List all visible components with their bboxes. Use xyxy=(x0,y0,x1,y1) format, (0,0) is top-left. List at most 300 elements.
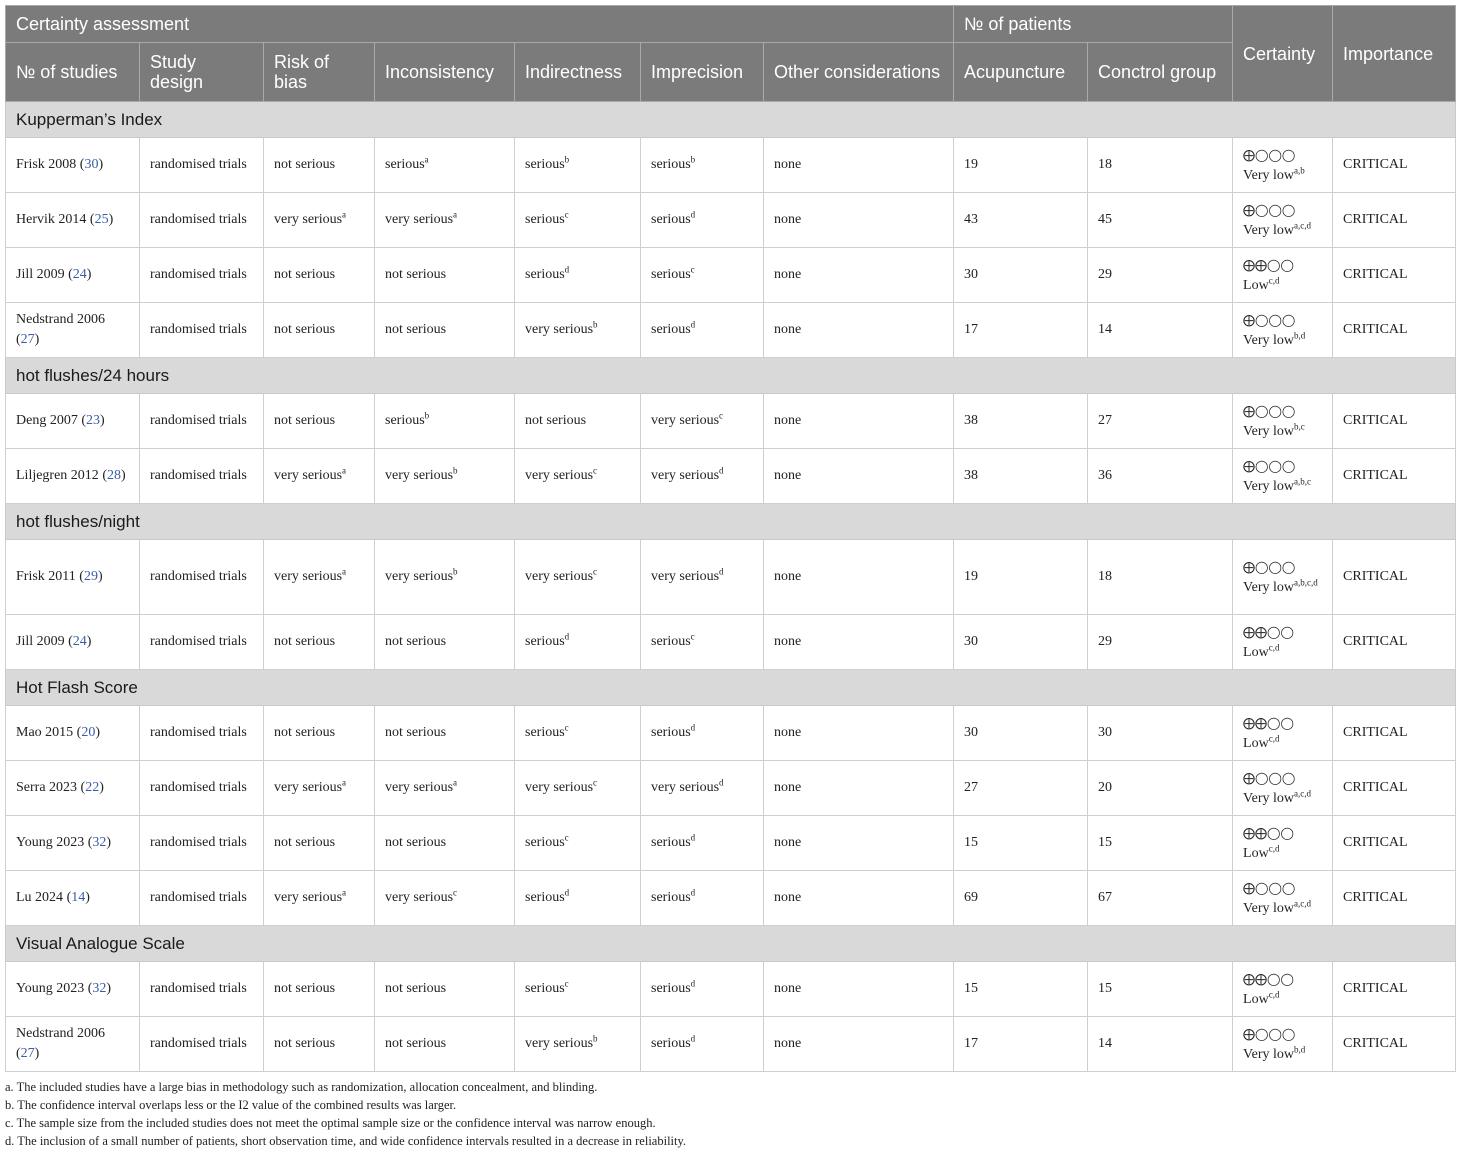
acupuncture-count: 43 xyxy=(954,193,1088,248)
inconsistency-cell-footnote-ref: a xyxy=(424,154,429,165)
inconsistency-cell xyxy=(375,303,515,358)
risk-of-bias-cell xyxy=(264,761,375,816)
inconsistency-cell-footnote-ref: a xyxy=(453,777,458,788)
study-name: Liljegren 2012 xyxy=(16,468,99,483)
risk-of-bias-cell xyxy=(264,303,375,358)
study-name: Hervik 2014 xyxy=(16,212,87,227)
study-design-cell: randomised trials xyxy=(140,138,264,193)
control-count: 14 xyxy=(1088,303,1233,358)
indirectness-cell-footnote-ref: b xyxy=(593,1033,598,1044)
certainty-rating: Very low xyxy=(1243,900,1294,916)
table-row xyxy=(6,540,1456,615)
importance-cell: CRITICAL xyxy=(1333,871,1456,926)
reference-link[interactable]: 20 xyxy=(81,725,96,740)
imprecision-cell-text: very serious xyxy=(651,569,720,584)
importance-cell: CRITICAL xyxy=(1333,303,1456,358)
header-risk-of-bias: Risk of bias xyxy=(264,43,375,102)
certainty-symbol-icon: ⨁◯◯◯ xyxy=(1243,147,1296,162)
certainty-symbol-icon: ⨁◯◯◯ xyxy=(1243,312,1296,327)
certainty-footnote-ref: a,c,d xyxy=(1293,787,1311,798)
study-name: Serra 2023 xyxy=(16,780,78,795)
study-cell: Liljegren 2012 (28) xyxy=(6,449,140,504)
study-design-cell: randomised trials xyxy=(140,394,264,449)
imprecision-cell xyxy=(641,871,764,926)
inconsistency-cell-footnote-ref: b xyxy=(424,410,430,421)
inconsistency-cell-text: very serious xyxy=(385,212,454,227)
table-header xyxy=(6,6,1456,102)
certainty-footnote-ref: c,d xyxy=(1268,641,1280,652)
certainty-rating: Very low xyxy=(1243,423,1294,439)
section-header-row xyxy=(6,358,1456,394)
inconsistency-cell-text: serious xyxy=(385,413,425,428)
table-row xyxy=(6,871,1456,926)
certainty-rating: Low xyxy=(1243,277,1269,293)
risk-of-bias-cell-text: very serious xyxy=(274,890,343,905)
imprecision-cell-footnote-ref: d xyxy=(690,722,696,733)
inconsistency-cell-text: not serious xyxy=(385,634,447,649)
imprecision-cell-footnote-ref: d xyxy=(719,566,724,577)
certainty-symbol-icon: ⨁⨁◯◯ xyxy=(1243,825,1294,840)
reference-link[interactable]: 22 xyxy=(85,780,100,795)
risk-of-bias-cell xyxy=(264,540,375,615)
acupuncture-count: 30 xyxy=(954,248,1088,303)
imprecision-cell-text: serious xyxy=(651,212,691,227)
indirectness-cell xyxy=(515,394,641,449)
indirectness-cell-footnote-ref: d xyxy=(564,887,570,898)
table-row xyxy=(6,1017,1456,1072)
control-count: 20 xyxy=(1088,761,1233,816)
study-name: Lu 2024 xyxy=(16,890,64,905)
imprecision-cell-text: very serious xyxy=(651,468,720,483)
table-row xyxy=(6,962,1456,1017)
risk-of-bias-cell-footnote-ref: a xyxy=(342,887,347,898)
risk-of-bias-cell-text: very serious xyxy=(274,780,343,795)
importance-cell: CRITICAL xyxy=(1333,962,1456,1017)
table-row xyxy=(6,816,1456,871)
indirectness-cell-footnote-ref: b xyxy=(593,319,598,330)
imprecision-cell xyxy=(641,540,764,615)
imprecision-cell xyxy=(641,706,764,761)
certainty-rating: Very low xyxy=(1243,579,1294,595)
risk-of-bias-cell xyxy=(264,962,375,1017)
other-considerations-cell: none xyxy=(764,193,954,248)
importance-cell: CRITICAL xyxy=(1333,706,1456,761)
header-other-considerations: Other considerations xyxy=(764,43,954,102)
study-name: Frisk 2011 xyxy=(16,569,76,584)
inconsistency-cell xyxy=(375,394,515,449)
imprecision-cell-footnote-ref: c xyxy=(690,264,695,275)
certainty-symbol-icon: ⨁◯◯◯ xyxy=(1243,559,1296,574)
header-inconsistency: Inconsistency xyxy=(375,43,515,102)
indirectness-cell xyxy=(515,540,641,615)
risk-of-bias-cell-text: not serious xyxy=(274,1036,336,1051)
section-title: Hot Flash Score xyxy=(6,670,1456,706)
study-design-cell: randomised trials xyxy=(140,816,264,871)
inconsistency-cell xyxy=(375,761,515,816)
imprecision-cell-text: serious xyxy=(651,725,691,740)
section-header-row xyxy=(6,670,1456,706)
certainty-rating: Low xyxy=(1243,644,1269,660)
imprecision-cell xyxy=(641,138,764,193)
risk-of-bias-cell xyxy=(264,816,375,871)
imprecision-cell-footnote-ref: b xyxy=(690,154,696,165)
imprecision-cell-footnote-ref: d xyxy=(719,465,724,476)
footnote: d. The inclusion of a small number of patients, short observation time, and wide confidence intervals resulted in a decrease in reliability. xyxy=(5,1134,687,1148)
risk-of-bias-cell-text: not serious xyxy=(274,322,336,337)
reference-link[interactable]: 27 xyxy=(20,332,35,347)
indirectness-cell-footnote-ref: c xyxy=(593,465,598,476)
imprecision-cell-text: serious xyxy=(651,157,691,172)
study-name: Nedstrand 2006 xyxy=(16,312,106,327)
certainty-cell xyxy=(1233,303,1333,358)
imprecision-cell-footnote-ref: d xyxy=(690,1033,696,1044)
indirectness-cell xyxy=(515,138,641,193)
risk-of-bias-cell-text: not serious xyxy=(274,634,336,649)
study-cell: Nedstrand 2006 (27) xyxy=(6,1017,140,1072)
reference-link[interactable]: 30 xyxy=(84,157,99,172)
inconsistency-cell-text: not serious xyxy=(385,981,447,996)
indirectness-cell-footnote-ref: c xyxy=(593,566,598,577)
imprecision-cell-footnote-ref: c xyxy=(719,410,724,421)
certainty-rating: Very low xyxy=(1243,222,1294,238)
section-title: hot flushes/24 hours xyxy=(6,358,1456,394)
imprecision-cell xyxy=(641,615,764,670)
imprecision-cell-text: serious xyxy=(651,890,691,905)
acupuncture-count: 38 xyxy=(954,449,1088,504)
risk-of-bias-cell xyxy=(264,871,375,926)
control-count: 29 xyxy=(1088,248,1233,303)
risk-of-bias-cell xyxy=(264,449,375,504)
inconsistency-cell xyxy=(375,449,515,504)
certainty-cell xyxy=(1233,248,1333,303)
control-count: 45 xyxy=(1088,193,1233,248)
certainty-symbol-icon: ⨁◯◯◯ xyxy=(1243,403,1296,418)
control-count: 29 xyxy=(1088,615,1233,670)
section-title: Visual Analogue Scale xyxy=(6,926,1456,962)
risk-of-bias-cell-text: not serious xyxy=(274,413,336,428)
study-cell: Serra 2023 (22) xyxy=(6,761,140,816)
inconsistency-cell-text: serious xyxy=(385,157,425,172)
risk-of-bias-cell-text: not serious xyxy=(274,157,336,172)
inconsistency-cell-text: not serious xyxy=(385,267,447,282)
study-name: Young 2023 xyxy=(16,835,85,850)
footnote: c. The sample size from the included studies does not meet the optimal sample size or the confidence interval was narrow enough. xyxy=(5,1116,656,1130)
other-considerations-cell: none xyxy=(764,761,954,816)
inconsistency-cell-text: not serious xyxy=(385,725,447,740)
other-considerations-cell: none xyxy=(764,248,954,303)
importance-cell: CRITICAL xyxy=(1333,193,1456,248)
study-design-cell: randomised trials xyxy=(140,962,264,1017)
indirectness-cell-text: serious xyxy=(525,157,565,172)
inconsistency-cell xyxy=(375,816,515,871)
certainty-cell xyxy=(1233,706,1333,761)
reference-link[interactable]: 24 xyxy=(72,267,87,282)
header-number-of-studies: № of studies xyxy=(6,43,140,102)
inconsistency-cell xyxy=(375,248,515,303)
indirectness-cell-text: very serious xyxy=(525,322,594,337)
section-title: Kupperman’s Index xyxy=(6,102,1456,138)
certainty-cell xyxy=(1233,540,1333,615)
other-considerations-cell: none xyxy=(764,871,954,926)
study-design-cell: randomised trials xyxy=(140,303,264,358)
certainty-footnote-ref: c,d xyxy=(1268,274,1280,285)
indirectness-cell-text: not serious xyxy=(525,413,587,428)
study-cell: Frisk 2011 (29) xyxy=(6,540,140,615)
certainty-rating: Very low xyxy=(1243,478,1294,494)
inconsistency-cell-text: very serious xyxy=(385,890,454,905)
indirectness-cell-text: serious xyxy=(525,981,565,996)
inconsistency-cell xyxy=(375,193,515,248)
inconsistency-cell xyxy=(375,1017,515,1072)
certainty-symbol-icon: ⨁◯◯◯ xyxy=(1243,880,1296,895)
acupuncture-count: 30 xyxy=(954,706,1088,761)
certainty-cell xyxy=(1233,1017,1333,1072)
indirectness-cell-footnote-ref: b xyxy=(564,154,570,165)
inconsistency-cell xyxy=(375,871,515,926)
risk-of-bias-cell xyxy=(264,1017,375,1072)
footnote: b. The confidence interval overlaps less or the I2 value of the combined results was larger. xyxy=(5,1098,457,1112)
indirectness-cell-text: serious xyxy=(525,634,565,649)
acupuncture-count: 69 xyxy=(954,871,1088,926)
certainty-cell xyxy=(1233,871,1333,926)
inconsistency-cell-footnote-ref: a xyxy=(453,209,458,220)
certainty-symbol-icon: ⨁◯◯◯ xyxy=(1243,458,1296,473)
indirectness-cell-footnote-ref: c xyxy=(593,777,598,788)
study-design-cell: randomised trials xyxy=(140,540,264,615)
study-design-cell: randomised trials xyxy=(140,449,264,504)
table-body xyxy=(6,102,1456,1072)
inconsistency-cell xyxy=(375,962,515,1017)
indirectness-cell-text: serious xyxy=(525,725,565,740)
inconsistency-cell xyxy=(375,615,515,670)
inconsistency-cell-text: very serious xyxy=(385,569,454,584)
control-count: 18 xyxy=(1088,138,1233,193)
indirectness-cell xyxy=(515,449,641,504)
reference-link[interactable]: 25 xyxy=(94,212,109,227)
importance-cell: CRITICAL xyxy=(1333,1017,1456,1072)
table-row xyxy=(6,303,1456,358)
control-count: 15 xyxy=(1088,962,1233,1017)
imprecision-cell xyxy=(641,1017,764,1072)
table-row xyxy=(6,248,1456,303)
certainty-symbol-icon: ⨁◯◯◯ xyxy=(1243,770,1296,785)
study-design-cell: randomised trials xyxy=(140,248,264,303)
certainty-rating: Very low xyxy=(1243,1046,1294,1062)
indirectness-cell-text: very serious xyxy=(525,569,594,584)
header-control-group: Conctrol group xyxy=(1088,43,1233,102)
study-cell: Lu 2024 (14) xyxy=(6,871,140,926)
reference-link[interactable]: 29 xyxy=(83,569,98,584)
inconsistency-cell-text: very serious xyxy=(385,468,454,483)
certainty-footnote-ref: c,d xyxy=(1268,842,1280,853)
importance-cell: CRITICAL xyxy=(1333,615,1456,670)
other-considerations-cell: none xyxy=(764,540,954,615)
certainty-cell xyxy=(1233,615,1333,670)
reference-link[interactable]: 32 xyxy=(92,835,107,850)
importance-cell: CRITICAL xyxy=(1333,540,1456,615)
indirectness-cell-text: very serious xyxy=(525,1036,594,1051)
certainty-rating: Very low xyxy=(1243,167,1294,183)
study-name: Young 2023 xyxy=(16,981,85,996)
study-cell: Nedstrand 2006 (27) xyxy=(6,303,140,358)
study-name: Mao 2015 xyxy=(16,725,74,740)
section-header-row xyxy=(6,102,1456,138)
imprecision-cell xyxy=(641,761,764,816)
acupuncture-count: 19 xyxy=(954,540,1088,615)
risk-of-bias-cell-text: not serious xyxy=(274,981,336,996)
reference-link[interactable]: 23 xyxy=(86,413,100,428)
indirectness-cell xyxy=(515,248,641,303)
certainty-footnote-ref: a,b,c,d xyxy=(1293,576,1318,587)
other-considerations-cell: none xyxy=(764,962,954,1017)
imprecision-cell xyxy=(641,303,764,358)
certainty-footnote-ref: a,c,d xyxy=(1293,897,1311,908)
acupuncture-count: 27 xyxy=(954,761,1088,816)
inconsistency-cell-footnote-ref: c xyxy=(453,887,458,898)
footnote: a. The included studies have a large bias in methodology such as randomization, allocation concealment, and blinding. xyxy=(5,1080,598,1094)
importance-cell: CRITICAL xyxy=(1333,248,1456,303)
study-name: Frisk 2008 xyxy=(16,157,77,172)
indirectness-cell xyxy=(515,1017,641,1072)
acupuncture-count: 19 xyxy=(954,138,1088,193)
acupuncture-count: 38 xyxy=(954,394,1088,449)
certainty-symbol-icon: ⨁⨁◯◯ xyxy=(1243,257,1294,272)
table-row xyxy=(6,449,1456,504)
risk-of-bias-cell-footnote-ref: a xyxy=(342,777,347,788)
imprecision-cell-footnote-ref: d xyxy=(719,777,724,788)
certainty-cell xyxy=(1233,816,1333,871)
importance-cell: CRITICAL xyxy=(1333,816,1456,871)
imprecision-cell-text: serious xyxy=(651,1036,691,1051)
imprecision-cell xyxy=(641,193,764,248)
certainty-rating: Very low xyxy=(1243,790,1294,806)
risk-of-bias-cell xyxy=(264,706,375,761)
imprecision-cell-footnote-ref: c xyxy=(690,631,695,642)
table-row xyxy=(6,615,1456,670)
grade-table-container xyxy=(5,5,1455,1150)
inconsistency-cell-footnote-ref: b xyxy=(453,465,458,476)
indirectness-cell-text: serious xyxy=(525,835,565,850)
imprecision-cell-text: serious xyxy=(651,981,691,996)
reference-link[interactable]: 32 xyxy=(92,981,107,996)
indirectness-cell-text: very serious xyxy=(525,780,594,795)
section-title: hot flushes/night xyxy=(6,504,1456,540)
study-cell: Mao 2015 (20) xyxy=(6,706,140,761)
risk-of-bias-cell-footnote-ref: a xyxy=(342,209,347,220)
importance-cell: CRITICAL xyxy=(1333,449,1456,504)
certainty-cell xyxy=(1233,962,1333,1017)
indirectness-cell-footnote-ref: d xyxy=(564,631,570,642)
other-considerations-cell: none xyxy=(764,706,954,761)
table-row xyxy=(6,193,1456,248)
section-header-row xyxy=(6,504,1456,540)
grade-evidence-table xyxy=(5,5,1456,1072)
certainty-cell xyxy=(1233,138,1333,193)
inconsistency-cell-text: very serious xyxy=(385,780,454,795)
importance-cell: CRITICAL xyxy=(1333,138,1456,193)
certainty-footnote-ref: a,b xyxy=(1293,164,1305,175)
inconsistency-cell-text: not serious xyxy=(385,1036,447,1051)
risk-of-bias-cell xyxy=(264,138,375,193)
study-design-cell: randomised trials xyxy=(140,615,264,670)
acupuncture-count: 17 xyxy=(954,1017,1088,1072)
indirectness-cell xyxy=(515,816,641,871)
study-cell: Deng 2007 (23) xyxy=(6,394,140,449)
study-name: Nedstrand 2006 xyxy=(16,1026,106,1041)
reference-link[interactable]: 14 xyxy=(71,890,86,905)
study-name: Jill 2009 xyxy=(16,634,65,649)
certainty-cell xyxy=(1233,449,1333,504)
study-cell: Frisk 2008 (30) xyxy=(6,138,140,193)
inconsistency-cell-text: not serious xyxy=(385,322,447,337)
inconsistency-cell xyxy=(375,540,515,615)
other-considerations-cell: none xyxy=(764,615,954,670)
certainty-rating: Low xyxy=(1243,735,1269,751)
header-certainty-assessment: Certainty assessment xyxy=(6,6,954,43)
table-row xyxy=(6,394,1456,449)
control-count: 14 xyxy=(1088,1017,1233,1072)
study-cell: Jill 2009 (24) xyxy=(6,615,140,670)
indirectness-cell-footnote-ref: c xyxy=(564,209,569,220)
footnotes xyxy=(5,1078,1455,1150)
acupuncture-count: 15 xyxy=(954,816,1088,871)
study-design-cell: randomised trials xyxy=(140,1017,264,1072)
table-row xyxy=(6,706,1456,761)
table-row xyxy=(6,761,1456,816)
other-considerations-cell: none xyxy=(764,1017,954,1072)
control-count: 15 xyxy=(1088,816,1233,871)
risk-of-bias-cell xyxy=(264,615,375,670)
certainty-cell xyxy=(1233,193,1333,248)
certainty-symbol-icon: ⨁◯◯◯ xyxy=(1243,1026,1296,1041)
imprecision-cell-text: serious xyxy=(651,835,691,850)
header-importance: Importance xyxy=(1333,6,1456,102)
risk-of-bias-cell-footnote-ref: a xyxy=(342,566,347,577)
imprecision-cell-footnote-ref: d xyxy=(690,319,696,330)
study-cell: Young 2023 (32) xyxy=(6,962,140,1017)
risk-of-bias-cell-text: not serious xyxy=(274,835,336,850)
risk-of-bias-cell xyxy=(264,248,375,303)
indirectness-cell-footnote-ref: d xyxy=(564,264,570,275)
certainty-symbol-icon: ⨁⨁◯◯ xyxy=(1243,715,1294,730)
importance-cell: CRITICAL xyxy=(1333,394,1456,449)
certainty-footnote-ref: b,d xyxy=(1293,329,1306,340)
table-row xyxy=(6,138,1456,193)
indirectness-cell xyxy=(515,761,641,816)
other-considerations-cell: none xyxy=(764,449,954,504)
risk-of-bias-cell xyxy=(264,193,375,248)
certainty-cell xyxy=(1233,394,1333,449)
control-count: 30 xyxy=(1088,706,1233,761)
imprecision-cell-footnote-ref: d xyxy=(690,209,696,220)
reference-link[interactable]: 28 xyxy=(106,468,121,483)
reference-link[interactable]: 24 xyxy=(72,634,87,649)
certainty-symbol-icon: ⨁⨁◯◯ xyxy=(1243,971,1294,986)
indirectness-cell-text: serious xyxy=(525,267,565,282)
study-design-cell: randomised trials xyxy=(140,761,264,816)
indirectness-cell-footnote-ref: c xyxy=(564,722,569,733)
imprecision-cell-text: serious xyxy=(651,322,691,337)
indirectness-cell xyxy=(515,871,641,926)
header-imprecision: Imprecision xyxy=(641,43,764,102)
reference-link[interactable]: 27 xyxy=(20,1046,35,1061)
indirectness-cell xyxy=(515,615,641,670)
risk-of-bias-cell-footnote-ref: a xyxy=(342,465,347,476)
inconsistency-cell xyxy=(375,138,515,193)
study-design-cell: randomised trials xyxy=(140,193,264,248)
imprecision-cell-footnote-ref: d xyxy=(690,887,696,898)
certainty-footnote-ref: a,c,d xyxy=(1293,219,1311,230)
